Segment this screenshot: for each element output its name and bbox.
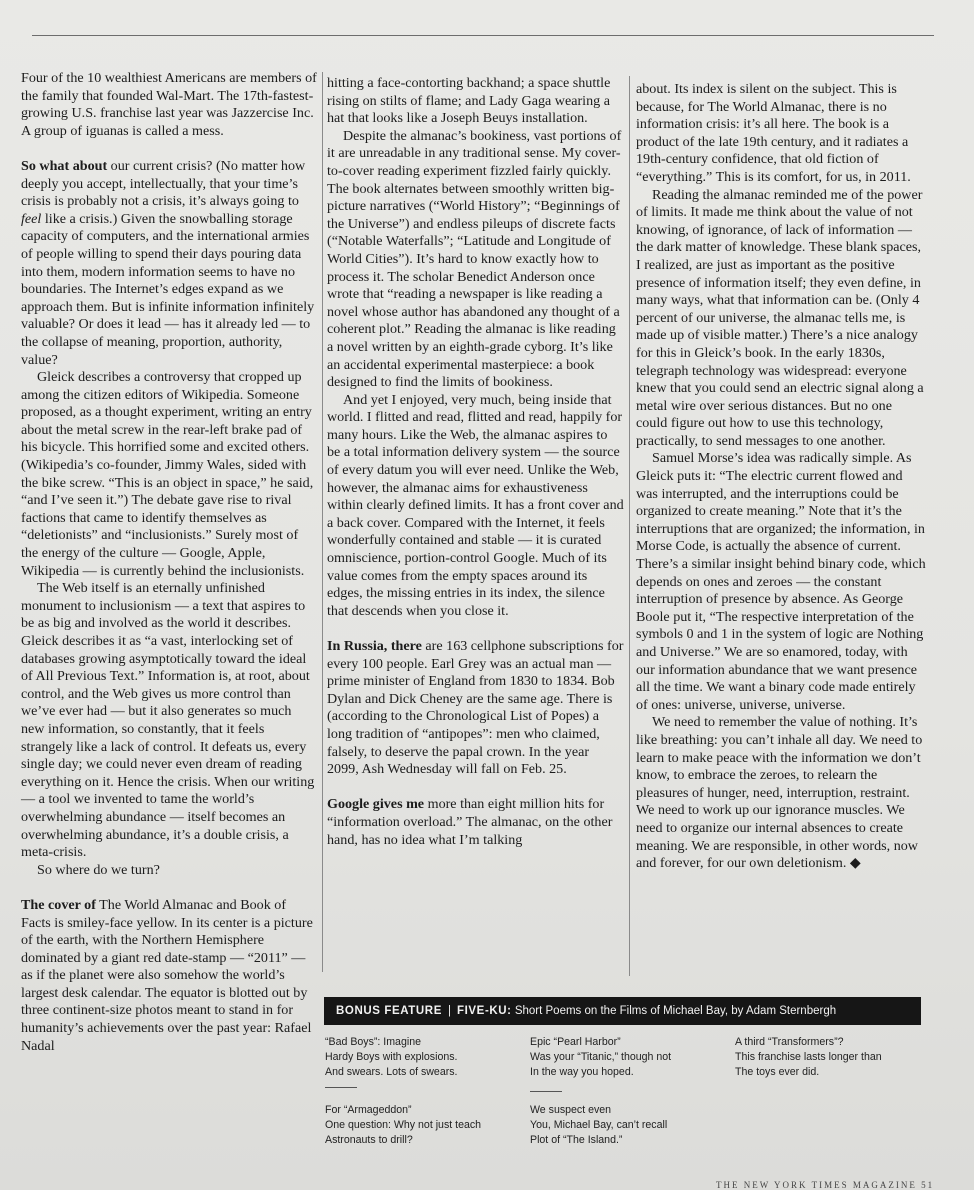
column-1 — [21, 70, 317, 1055]
paragraph: hitting a face-contorting backhand; a space shuttle rising on stilts of flame; and Lady Gaga wearing a hat that looks like a Joseph Beuys installation. — [327, 75, 611, 127]
bonus-separator: | — [447, 1005, 451, 1017]
poem-line: Plot of “The Island.” — [530, 1134, 623, 1146]
top-rule — [32, 35, 934, 36]
page-footer: THE NEW YORK TIMES MAGAZINE 51 — [716, 1180, 935, 1190]
poem-line: Hardy Boys with explosions. — [325, 1051, 458, 1063]
poem-line: For “Armageddon” — [325, 1104, 412, 1116]
poem-line: In the way you hoped. — [530, 1066, 634, 1078]
paragraph: The Web itself is an eternally unfinished monument to inclusionism — a text that aspires to be as big and involved as the world it describes. Gleick describes it as “a vast, interlocking set of databases growing asymptotically toward the ideal of All Previous Text.” Information is, at root, about control, and the Web gives us more control than we’ve ever had — but it also generates so much new information, so constantly, that it feels strangely like a lack of control. It defeats us, every single day; we could never even dream of reading everything on it. Hence the crisis. When our writing — a tool we invented to tame the world’s overwhelming abundance — itself becomes an overwhelming abundance, it’s a double crisis, a meta-crisis. — [21, 580, 315, 861]
paragraph: Samuel Morse’s idea was radically simple. As Gleick puts it: “The electric current flowed and was interrupted, and the interruptions could be organized to create meaning.” Note that it’s the interruptions that are organized; the information, in Morse Code, is actually the absence of current. There’s a similar insight behind binary code, which depends on ones and zeroes — the constant interruption of presence by absence. As George Boole put it, “The respective interpretation of the symbols 0 and 1 in the system of logic are Nothing and Universe.” We are so enamored, today, with our information abundance that we want presence all the time. We want a binary code made entirely of ones: universe, universe, universe. — [636, 450, 926, 713]
paragraph — [21, 158, 317, 369]
poem-line: And swears. Lots of swears. — [325, 1066, 458, 1078]
poem-line: The toys ever did. — [735, 1066, 820, 1078]
paragraph — [327, 638, 624, 779]
text: like a crisis.) Given the snowballing storage capacity of computers, and the international armies of people willing to spend their days pouring data into them, modern information seems to have no boundaries. The Internet’s edges expand as we approach them. But is infinite information infinitely valuable? Or does it lead — has it already led — to the collapse of meaning, proportion, authority, value? — [21, 210, 315, 368]
poem-line: Was your “Titanic,” though not — [530, 1051, 672, 1063]
paragraph: So where do we turn? — [37, 861, 160, 878]
poem-line: A third “Transformers”? — [735, 1036, 844, 1048]
column-3 — [636, 81, 926, 873]
poem-pearl-harbor — [530, 1035, 730, 1080]
poem-divider — [530, 1091, 562, 1092]
bonus-tag: BONUS FEATURE — [336, 1005, 442, 1017]
lead-in: So what about — [21, 157, 108, 174]
poem-line: You, Michael Bay, can’t recall — [530, 1119, 668, 1131]
poem-the-island — [530, 1103, 730, 1148]
poem-line: “Bad Boys”: Imagine — [325, 1036, 421, 1048]
paragraph: Despite the almanac’s bookiness, vast portions of it are unreadable in any traditional sense. My cover-to-cover reading experiment fizzled fairly quickly. The book alternates between smoothly written big-picture narratives (“World History”; “Beginnings of the Universe”) and endless pileups of discrete facts (“Notable Waterfalls”; “Latitude and Longitude of World Cities”). It’s hard to know exactly how to process it. The scholar Benedict Anderson once wrote that “reading a newspaper is like reading a novel whose author has abandoned any thought of a coherent plot.” Reading the almanac is like reading a novel written by an eighth-grade cyborg. It’s like an accidental experimental masterpiece: a book designed to find the limits of bookiness. — [327, 127, 622, 391]
poem-divider — [325, 1087, 357, 1088]
paragraph — [21, 897, 317, 1055]
text: are 163 cellphone subscriptions for every 100 people. Earl Grey was an actual man — prime minister of England from 1830 to 1834. Bob Dylan and Dick Cheney are the same age. There is (according to the Chronological List of Popes) a long tradition of “antipopes”: men who claimed, falsely, to deserve the papal crown. In the year 2099, Ash Wednesday will fall on Feb. 25. — [327, 638, 624, 778]
text: our current crisis? (No matter how deeply you accept, intellectually, that your time’s crisis is probably not a crisis, it’s always going to — [21, 157, 306, 210]
paragraph: Reading the almanac reminded me of the power of limits. It made me think about the value of not knowing, of ignorance, of lack of information — the dark matter of knowledge. These blank spaces, I realized, are just as important as the positive presence of information itself; they even define, in many ways, what that information can be. (Only 4 percent of our universe, the almanac tells me, is made up of visible matter.) There’s a nice analogy for this in Gleick’s book. In the early 1830s, telegraph technology was widespread: everyone knew that you could send an electric signal along a metal wire over serious distances. But no one could figure out how to use this technology, practically, to send messages to one another. — [636, 186, 924, 449]
paragraph: Four of the 10 wealthiest Americans are members of the family that founded Wal-Mart. The 17th-fastest-growing U.S. franchise last year was Jazzercise Inc. A group of iguanas is called a mess. — [21, 70, 317, 139]
paragraph — [327, 796, 624, 849]
poem-line: One question: Why not just teach — [325, 1119, 482, 1131]
text: The World Almanac and Book of Facts is smiley-face yellow. In its center is a picture of the earth, with the Northern Hemisphere dominated by a giant red date-stamp — “2011” — as if the planet were also somehow the world’s largest desk calendar. The equator is blotted out by three continent-size photos meant to stand in for humanity’s achievements over the past year: Rafael Nadal — [21, 896, 313, 1054]
poem-bad-boys — [325, 1035, 525, 1080]
bonus-description: Short Poems on the Films of Michael Bay, by Adam Sternbergh — [511, 1005, 837, 1017]
emphasis: feel — [21, 210, 42, 227]
paragraph: And yet I enjoyed, very much, being inside that world. I flitted and read, flitted and read, happily for many hours. Like the Web, the almanac aspires to be a total information delivery system — the source of every datum you will ever need. Unlike the Web, however, the almanac aims for exhaustiveness within clearly defined limits. It has a front cover and a back cover. Compared with the Internet, it feels wonderfully contained and stable — it is curated omniscience, portion-control Google. Much of its value comes from the empty spaces around its edges, the missing entries in its index, the silence that descends when you close it. — [327, 391, 624, 619]
column-divider-1 — [322, 72, 323, 972]
text: more than eight million hits for “information overload.” The almanac, on the other hand, has no idea what I’m talking — [327, 796, 613, 848]
paragraph: about. Its index is silent on the subject. This is because, for The World Almanac, there is no information crisis: it’s all here. The book is a product of the late 19th century, and it radiates a 19th-century confidence, that old fiction of “everything.” This is its comfort, for us, in 2011. — [636, 81, 911, 185]
poem-line: Epic “Pearl Harbor” — [530, 1036, 621, 1048]
bonus-feature-banner — [324, 997, 921, 1025]
lead-in: Google gives me — [327, 796, 425, 813]
poem-transformers — [735, 1035, 935, 1080]
poem-line: We suspect even — [530, 1104, 612, 1116]
poem-armageddon — [325, 1103, 525, 1148]
column-divider-2 — [629, 76, 630, 976]
lead-in: In Russia, there — [327, 638, 422, 654]
poem-line: Astronauts to drill? — [325, 1134, 413, 1146]
bonus-subtitle: FIVE-KU: — [456, 1005, 512, 1017]
poem-line: This franchise lasts longer than — [735, 1051, 882, 1063]
lead-in: The cover of — [21, 896, 96, 913]
column-2 — [327, 75, 624, 849]
paragraph: Gleick describes a controversy that cropped up among the citizen editors of Wikipedia. Someone proposed, as a thought experiment, writing an entry about the metal screw in the rear-left brake pad of his bicycle. This horrified some and excited others. (Wikipedia’s co-founder, Jimmy Wales, sided with the bike screw. “This is an object in space,” he said, “and I’ve seen it.”) The debate gave rise to rival factions that came to identify themselves as “deletionists” and “inclusionists.” Surely most of the energy of the culture — Google, Apple, Wikipedia — is currently behind the inclusionists. — [21, 369, 314, 579]
paragraph: We need to remember the value of nothing. It’s like breathing: you can’t inhale all day. We need to learn to make peace with the information we don’t know, to embrace the zeroes, to relearn the pleasures of hunger, need, interruption, restraint. We need to work up our ignorance muscles. We need to organize our internal absences to create meaning. We are responsible, in other words, now and forever, for our own deletionism. ◆ — [636, 714, 923, 872]
